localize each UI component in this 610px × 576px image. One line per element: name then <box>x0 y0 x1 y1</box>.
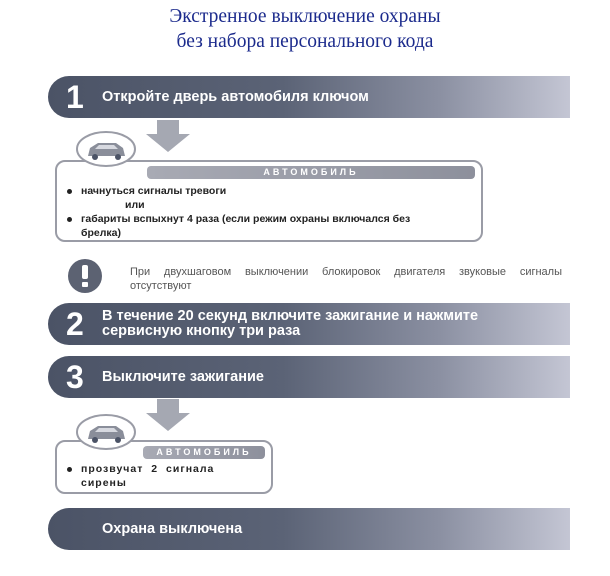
step-2-text <box>102 303 478 345</box>
final-text: Охрана выключена <box>102 520 243 537</box>
step-3-number: 3 <box>66 359 84 395</box>
step-3-text: Выключите зажигание <box>102 368 264 385</box>
step-3-banner <box>48 356 570 398</box>
card-2-item-1-line-2: сирены <box>81 477 127 489</box>
car-status-card-1 <box>55 160 483 242</box>
final-banner <box>48 508 570 550</box>
title-line-2: без набора персонального кода <box>176 31 434 52</box>
step-1-text: Откройте дверь автомобиля ключом <box>102 88 369 105</box>
card-2-item-1-line-1: прозвучат 2 сигнала <box>65 462 214 476</box>
car-icon <box>76 130 136 168</box>
car-icon <box>76 413 136 451</box>
down-arrow-icon <box>146 399 190 431</box>
card-1-item-2-line-2: брелка) <box>81 227 122 239</box>
exclamation-icon <box>68 259 102 293</box>
warning-note: При двухшаговом выключении блокировок двигателя звуковые сигналы отсутствуют <box>130 266 562 292</box>
card-1-item-1: начнуться сигналы тревоги <box>65 184 410 198</box>
step-2-banner <box>48 303 570 345</box>
step-1-banner <box>48 76 570 118</box>
card-2-lines <box>65 462 214 490</box>
card-1-or: или <box>125 199 145 211</box>
down-arrow-icon <box>146 120 190 152</box>
card-2-header: АВТОМОБИЛЬ <box>143 446 265 459</box>
step-2-text-line-1: В течение 20 секунд включите зажигание и нажмите <box>102 308 479 324</box>
step-2-number: 2 <box>66 306 84 342</box>
card-1-item-2-line-1: габариты вспыхнут 4 раза (если режим охраны включался без <box>65 212 410 226</box>
title-line-1: Экстренное выключение охраны <box>169 6 441 27</box>
step-2-text-line-2: сервисную кнопку три раза <box>102 323 301 339</box>
step-1-number: 1 <box>66 79 84 115</box>
page-title <box>0 4 610 54</box>
card-1-header: АВТОМОБИЛЬ <box>147 166 475 179</box>
card-1-lines <box>65 184 410 240</box>
